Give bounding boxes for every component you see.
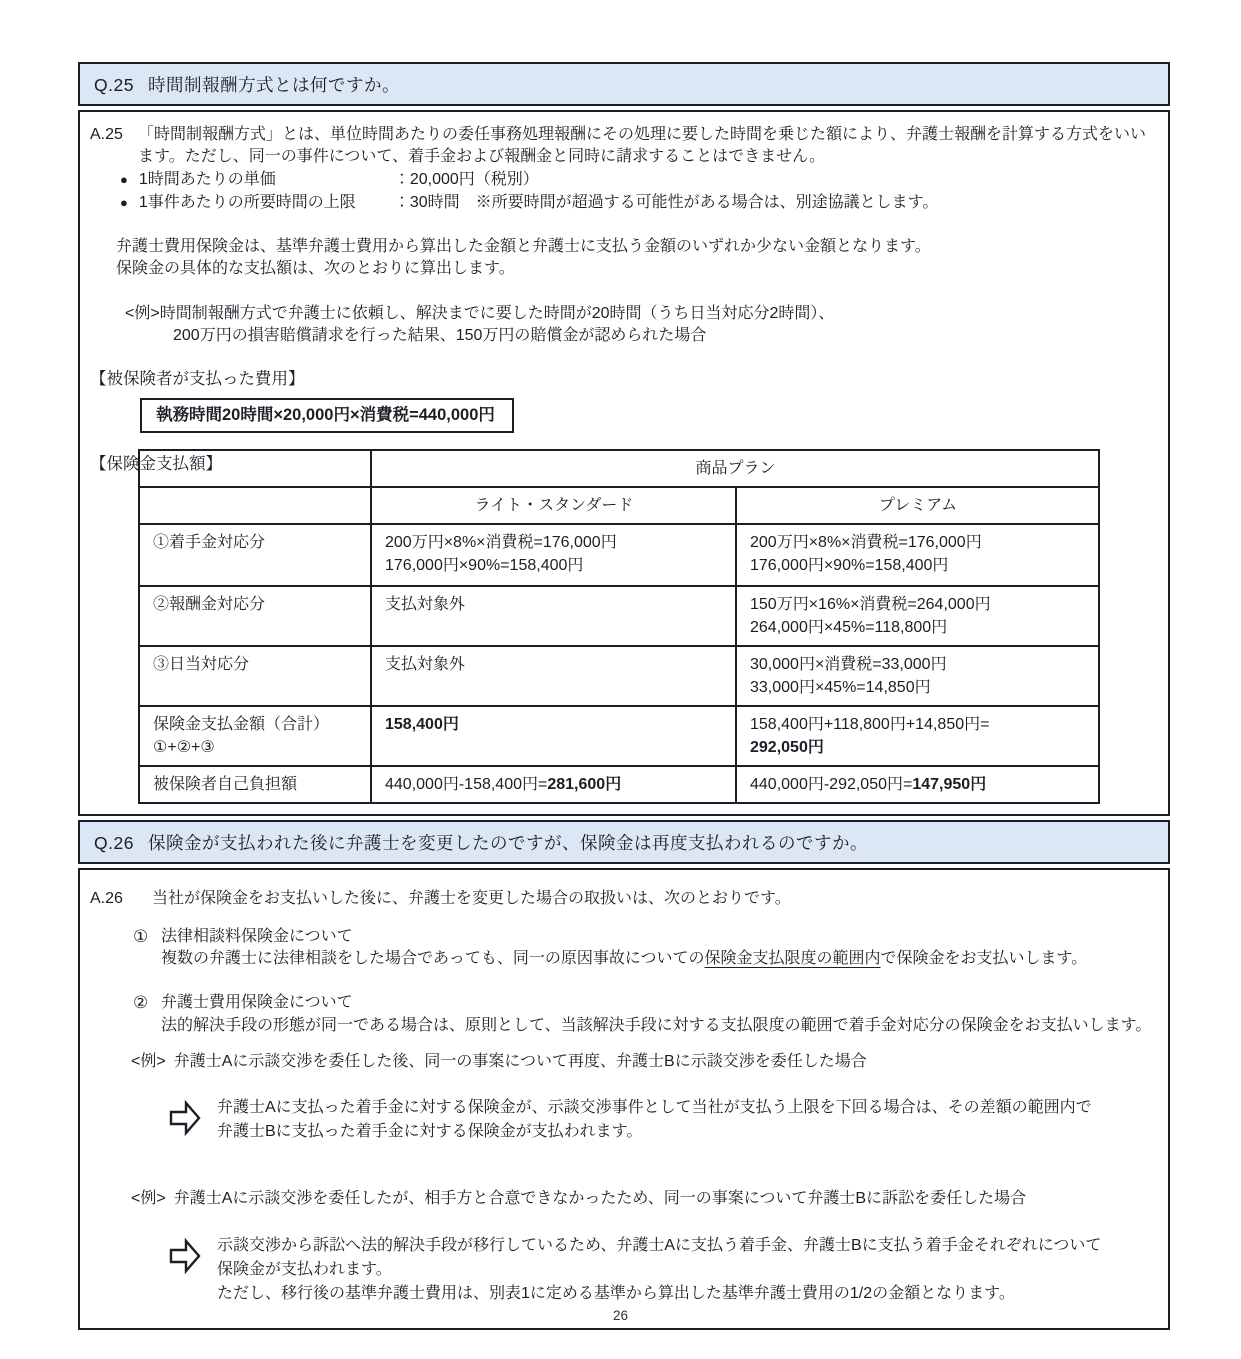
cell-line: 264,000円×45%=118,800円 [750, 619, 948, 636]
payment-section [90, 449, 1156, 806]
cell-line: 176,000円×90%=158,400円 [385, 557, 584, 574]
table-row [139, 706, 1099, 766]
expr: 440,000円-158,400円= [385, 776, 548, 793]
item1-body-pre: 複数の弁護士に法律相談をした場合であっても、同一の原因事故についての [161, 950, 705, 967]
cell-line: 176,000円×90%=158,400円 [750, 557, 949, 574]
cell-light-total: 158,400円 [371, 706, 736, 766]
row-label: ①着手金対応分 [139, 524, 371, 586]
cell-line: 200万円×8%×消費税=176,000円 [385, 534, 617, 551]
a26-arrow-note-2 [168, 1234, 1156, 1306]
example-text-2: 200万円の損害賠償請求を行った結果、150万円の賠償金が認められた場合 [173, 326, 707, 344]
a26-example-1 [131, 1051, 1156, 1073]
arrow2-text-line1: 示談交渉から訴訟へ法的解決手段が移行しているため、弁護士Aに支払う着手金、弁護士Bに支払う着手金それぞれについて保険金が支払われます。 [217, 1236, 1102, 1278]
a26-answer-box [78, 868, 1170, 1330]
example-label: <例> [131, 1190, 166, 1207]
cell-light: 支払対象外 [371, 586, 736, 646]
q26-number: Q.26 [94, 833, 134, 853]
payment-calculation-table [138, 449, 1100, 804]
circled-number-2: ② [133, 993, 149, 1012]
list-item [120, 169, 1156, 191]
a26-arrow-note-1 [168, 1096, 1156, 1144]
example-text-1: 時間制報酬方式で弁護士に依頼し、解決までに要した時間が20時間（うち日当対応分2時間）、 [159, 305, 835, 322]
cell-premium [736, 524, 1099, 586]
item2-body: 法的解決手段の形態が同一である場合は、原則として、当該解決手段に対する支払限度の範囲で着手金対応分の保険金をお支払いします。 [161, 1016, 1152, 1034]
q25-number: Q.25 [94, 75, 134, 95]
example2-text: 弁護士Aに示談交渉を委任したが、相手方と合意できなかったため、同一の事案について弁護士Bに訴訟を委任した場合 [173, 1190, 1027, 1207]
page-content [78, 62, 1170, 1334]
example-label: <例> [125, 305, 160, 322]
cell-line: 150万円×16%×消費税=264,000円 [750, 596, 991, 613]
cell-light [371, 524, 736, 586]
bullet-icon: ● [120, 172, 128, 187]
a25-answer-box [78, 110, 1170, 816]
q25-question-text: 時間制報酬方式とは何ですか。 [147, 75, 400, 95]
bullet2-label: 1事件あたりの所要時間の上限 [138, 193, 356, 211]
item1-underlined-text: 保険金支払限度の範囲内 [704, 950, 881, 967]
item2-title: 弁護士費用保険金について [161, 994, 353, 1011]
a25-benefit-paragraph [116, 236, 1156, 279]
arrow2-text-line2: ただし、移行後の基準弁護士費用は、別表1に定める基準から算出した基準弁護士費用の1/2の金額となります。 [217, 1284, 1015, 1302]
row-label [139, 706, 371, 766]
total-bold: 147,950円 [912, 776, 987, 793]
table-row [139, 524, 1099, 586]
cell-line-total: 292,050円 [750, 739, 824, 756]
cell-premium [736, 706, 1099, 766]
cell-light [371, 766, 736, 803]
table-row [139, 646, 1099, 706]
item1-body-post: で保険金をお支払いします。 [880, 950, 1088, 967]
right-arrow-icon [168, 1236, 202, 1276]
a26-label: A.26 [90, 890, 123, 907]
right-arrow-icon [168, 1098, 202, 1138]
table-row [139, 586, 1099, 646]
table-row [139, 487, 1099, 524]
row-label: ②報酬金対応分 [139, 586, 371, 646]
column-header-premium: プレミアム [736, 487, 1099, 524]
cell-line: 33,000円×45%=14,850円 [750, 679, 931, 696]
cell-premium [736, 766, 1099, 803]
example-label: <例> [131, 1052, 166, 1070]
cell-line: 200万円×8%×消費税=176,000円 [750, 534, 982, 551]
circled-number-1: ① [133, 926, 149, 946]
total-bold: 281,600円 [547, 776, 622, 793]
payment-heading: 【保険金支払額】 [90, 455, 222, 473]
a26-item-2 [133, 992, 1156, 1038]
a26-item-1 [133, 926, 1156, 972]
table-spacer-cell [139, 487, 371, 524]
a25-intro-paragraph: 「時間制報酬方式」とは、単位時間あたりの委任事務処理報酬にその処理に要した時間を乗じた額により、弁護士報酬を計算する方式をいいます。ただし、同一の事件について、着手金および報酬金と同時に請求することはできません。 [138, 126, 1147, 165]
arrow2-text [217, 1234, 1102, 1306]
bullet1-label: 1時間あたりの単価 [138, 171, 276, 188]
item1-body [161, 947, 1175, 971]
cell-line: 158,400円+118,800円+14,850円= [750, 716, 990, 733]
a25-bullet-list [120, 169, 1156, 213]
benefit-line1: 弁護士費用保険金は、基準弁護士費用から算出した金額と弁護士に支払う金額のいずれか少ない金額となります。 [116, 238, 931, 255]
cell-line: 保険金支払金額（合計） [153, 716, 330, 733]
paid-cost-formula-box: 執務時間20時間×20,000円×消費税=440,000円 [140, 398, 514, 434]
bullet2-value: ：30時間 ※所要時間が超過する可能性がある場合は、別途協議とします。 [393, 193, 939, 211]
arrow1-text: 弁護士Aに支払った着手金に対する保険金が、示談交渉事件として当社が支払う上限を下回る場合は、その差額の範囲内で弁護士Bに支払った着手金に対する保険金が支払われます。 [217, 1099, 1092, 1140]
a26-example-2 [131, 1188, 1156, 1210]
a25-example [125, 303, 1156, 346]
a26-intro-text: 当社が保険金をお支払いした後に、弁護士を変更した場合の取扱いは、次のとおりです。 [152, 890, 791, 907]
page-number: 26 [612, 1308, 629, 1323]
q26-question-header [78, 820, 1170, 864]
row-label: 被保険者自己負担額 [139, 766, 371, 803]
cell-light: 支払対象外 [371, 646, 736, 706]
example-line1 [125, 303, 1156, 325]
table-row [139, 450, 1099, 487]
example1-text: 弁護士Aに示談交渉を委任した後、同一の事案について再度、弁護士Bに示談交渉を委任した場合 [173, 1052, 867, 1070]
benefit-line2: 保険金の具体的な支払額は、次のとおりに算出します。 [116, 259, 515, 277]
q26-question-text: 保険金が支払われた後に弁護士を変更したのですが、保険金は再度支払われるのですか。 [147, 833, 868, 853]
cell-premium [736, 646, 1099, 706]
row-label: ③日当対応分 [139, 646, 371, 706]
column-header-light: ライト・スタンダード [371, 487, 736, 524]
plan-header-cell: 商品プラン [371, 450, 1099, 487]
cell-line: 30,000円×消費税=33,000円 [750, 656, 947, 673]
bullet1-value: ：20,000円（税別） [393, 171, 539, 188]
cell-line: ①+②+③ [153, 739, 215, 756]
expr: 440,000円-292,050円= [750, 776, 913, 793]
item1-title: 法律相談料保険金について [161, 927, 353, 945]
bullet-icon: ● [120, 194, 128, 210]
list-item [120, 192, 1156, 214]
table-row [139, 766, 1099, 803]
q25-question-header [78, 62, 1170, 106]
a25-label: A.25 [90, 126, 123, 143]
cell-premium [736, 586, 1099, 646]
paid-cost-heading: 【被保険者が支払った費用】 [90, 370, 305, 388]
